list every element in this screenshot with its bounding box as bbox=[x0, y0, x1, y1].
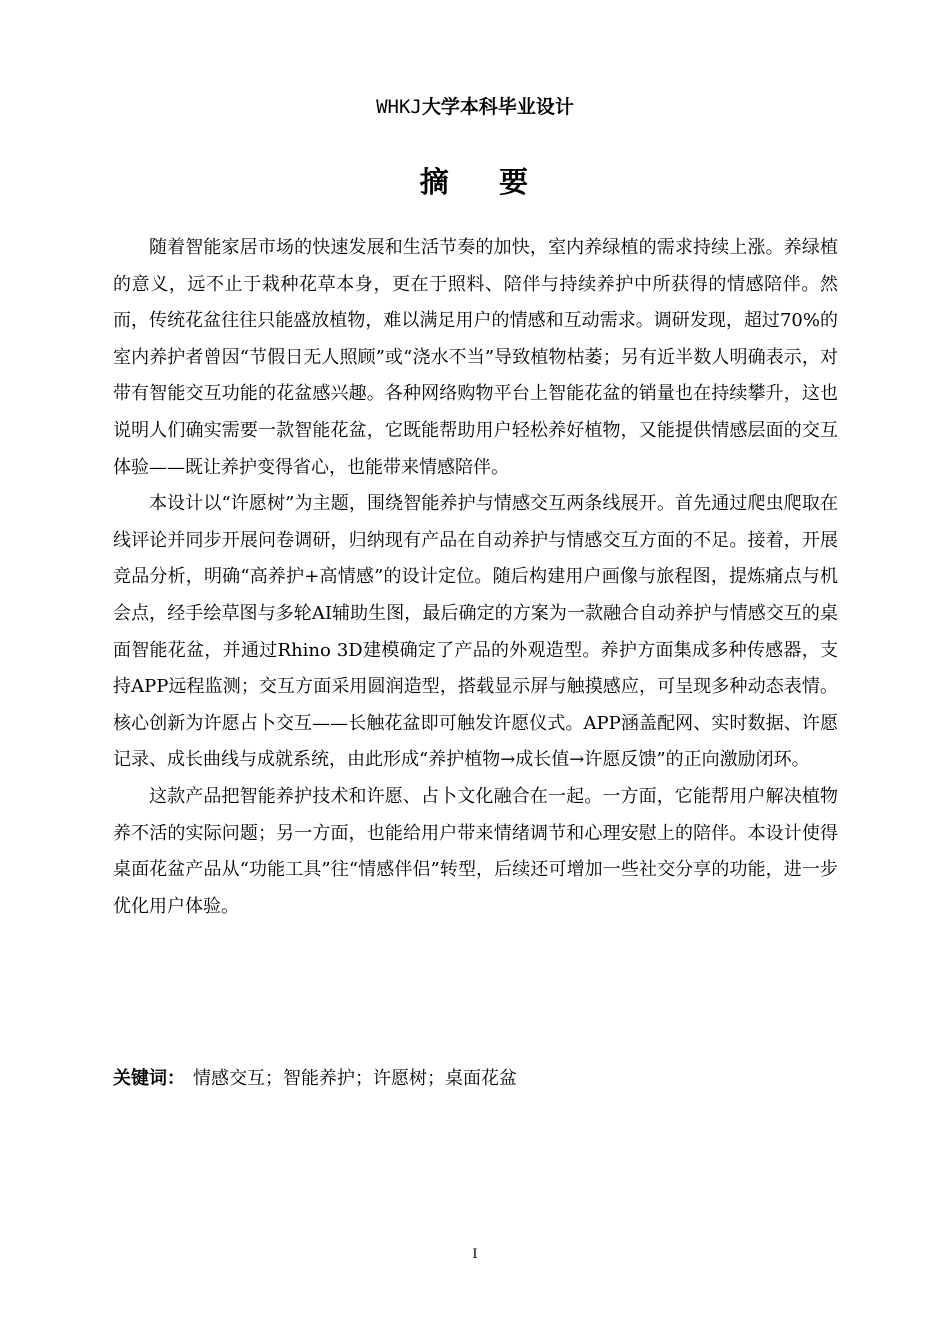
document-header bbox=[0, 94, 950, 120]
abstract-body bbox=[113, 230, 838, 925]
abstract-paragraph-2: 本设计以“许愿树”为主题，围绕智能养护与情感交互两条线展开。首先通过爬虫爬取在线评论并同步开展问卷调研，归纳现有产品在自动养护与情感交互方面的不足。接着，开展竞品分析，明确“高养护+高情感”的设计定位。随后构建用户画像与旅程图，提炼痛点与机会点，经手绘草图与多轮AI辅助生图，最后确定的方案为一款融合自动养护与情感交互的桌面智能花盆，并通过Rhino 3D建模确定了产品的外观造型。养护方面集成多种传感器，支持APP远程监测；交互方面采用圆润造型，搭载显示屏与触摸感应，可呈现多种动态表情。核心创新为许愿占卜交互——长触花盆即可触发许愿仪式。APP涵盖配网、实时数据、许愿记录、成长曲线与成就系统，由此形成“养护植物→成长值→许愿反馈”的正向激励闭环。 bbox=[113, 493, 838, 771]
header-university-code: WHKJ bbox=[376, 96, 422, 118]
keywords-text: 情感交互；智能养护；许愿树；桌面花盆 bbox=[193, 1068, 517, 1089]
header-thesis-title: 大学本科毕业设计 bbox=[421, 96, 574, 118]
keywords-line bbox=[113, 1063, 838, 1095]
abstract-title: 摘 要 bbox=[419, 165, 531, 199]
page-number: I bbox=[472, 1247, 478, 1262]
abstract-paragraph-3: 这款产品把智能养护技术和许愿、占卜文化融合在一起。一方面，它能帮用户解决植物养不活的实际问题；另一方面，也能给用户带来情绪调节和心理安慰上的陪伴。本设计使得桌面花盆产品从“功能工具”往“情感伴侣”转型，后续还可增加一些社交分享的功能，进一步优化用户体验。 bbox=[113, 785, 838, 917]
keywords-label: 关键词： bbox=[113, 1068, 185, 1089]
abstract-paragraph-1: 随着智能家居市场的快速发展和生活节奏的加快，室内养绿植的需求持续上涨。养绿植的意义，远不止于栽种花草本身，更在于照料、陪伴与持续养护中所获得的情感陪伴。然而，传统花盆往往只能盛放植物，难以满足用户的情感和互动需求。调研发现，超过70%的室内养护者曾因“节假日无人照顾”或“浇水不当”导致植物枯萎；另有近半数人明确表示，对带有智能交互功能的花盆感兴趣。各种网络购物平台上智能花盆的销量也在持续攀升，这也说明人们确实需要一款智能花盆，它既能帮助用户轻松养好植物，又能提供情感层面的交互体验——既让养护变得省心，也能带来情感陪伴。 bbox=[113, 237, 838, 478]
